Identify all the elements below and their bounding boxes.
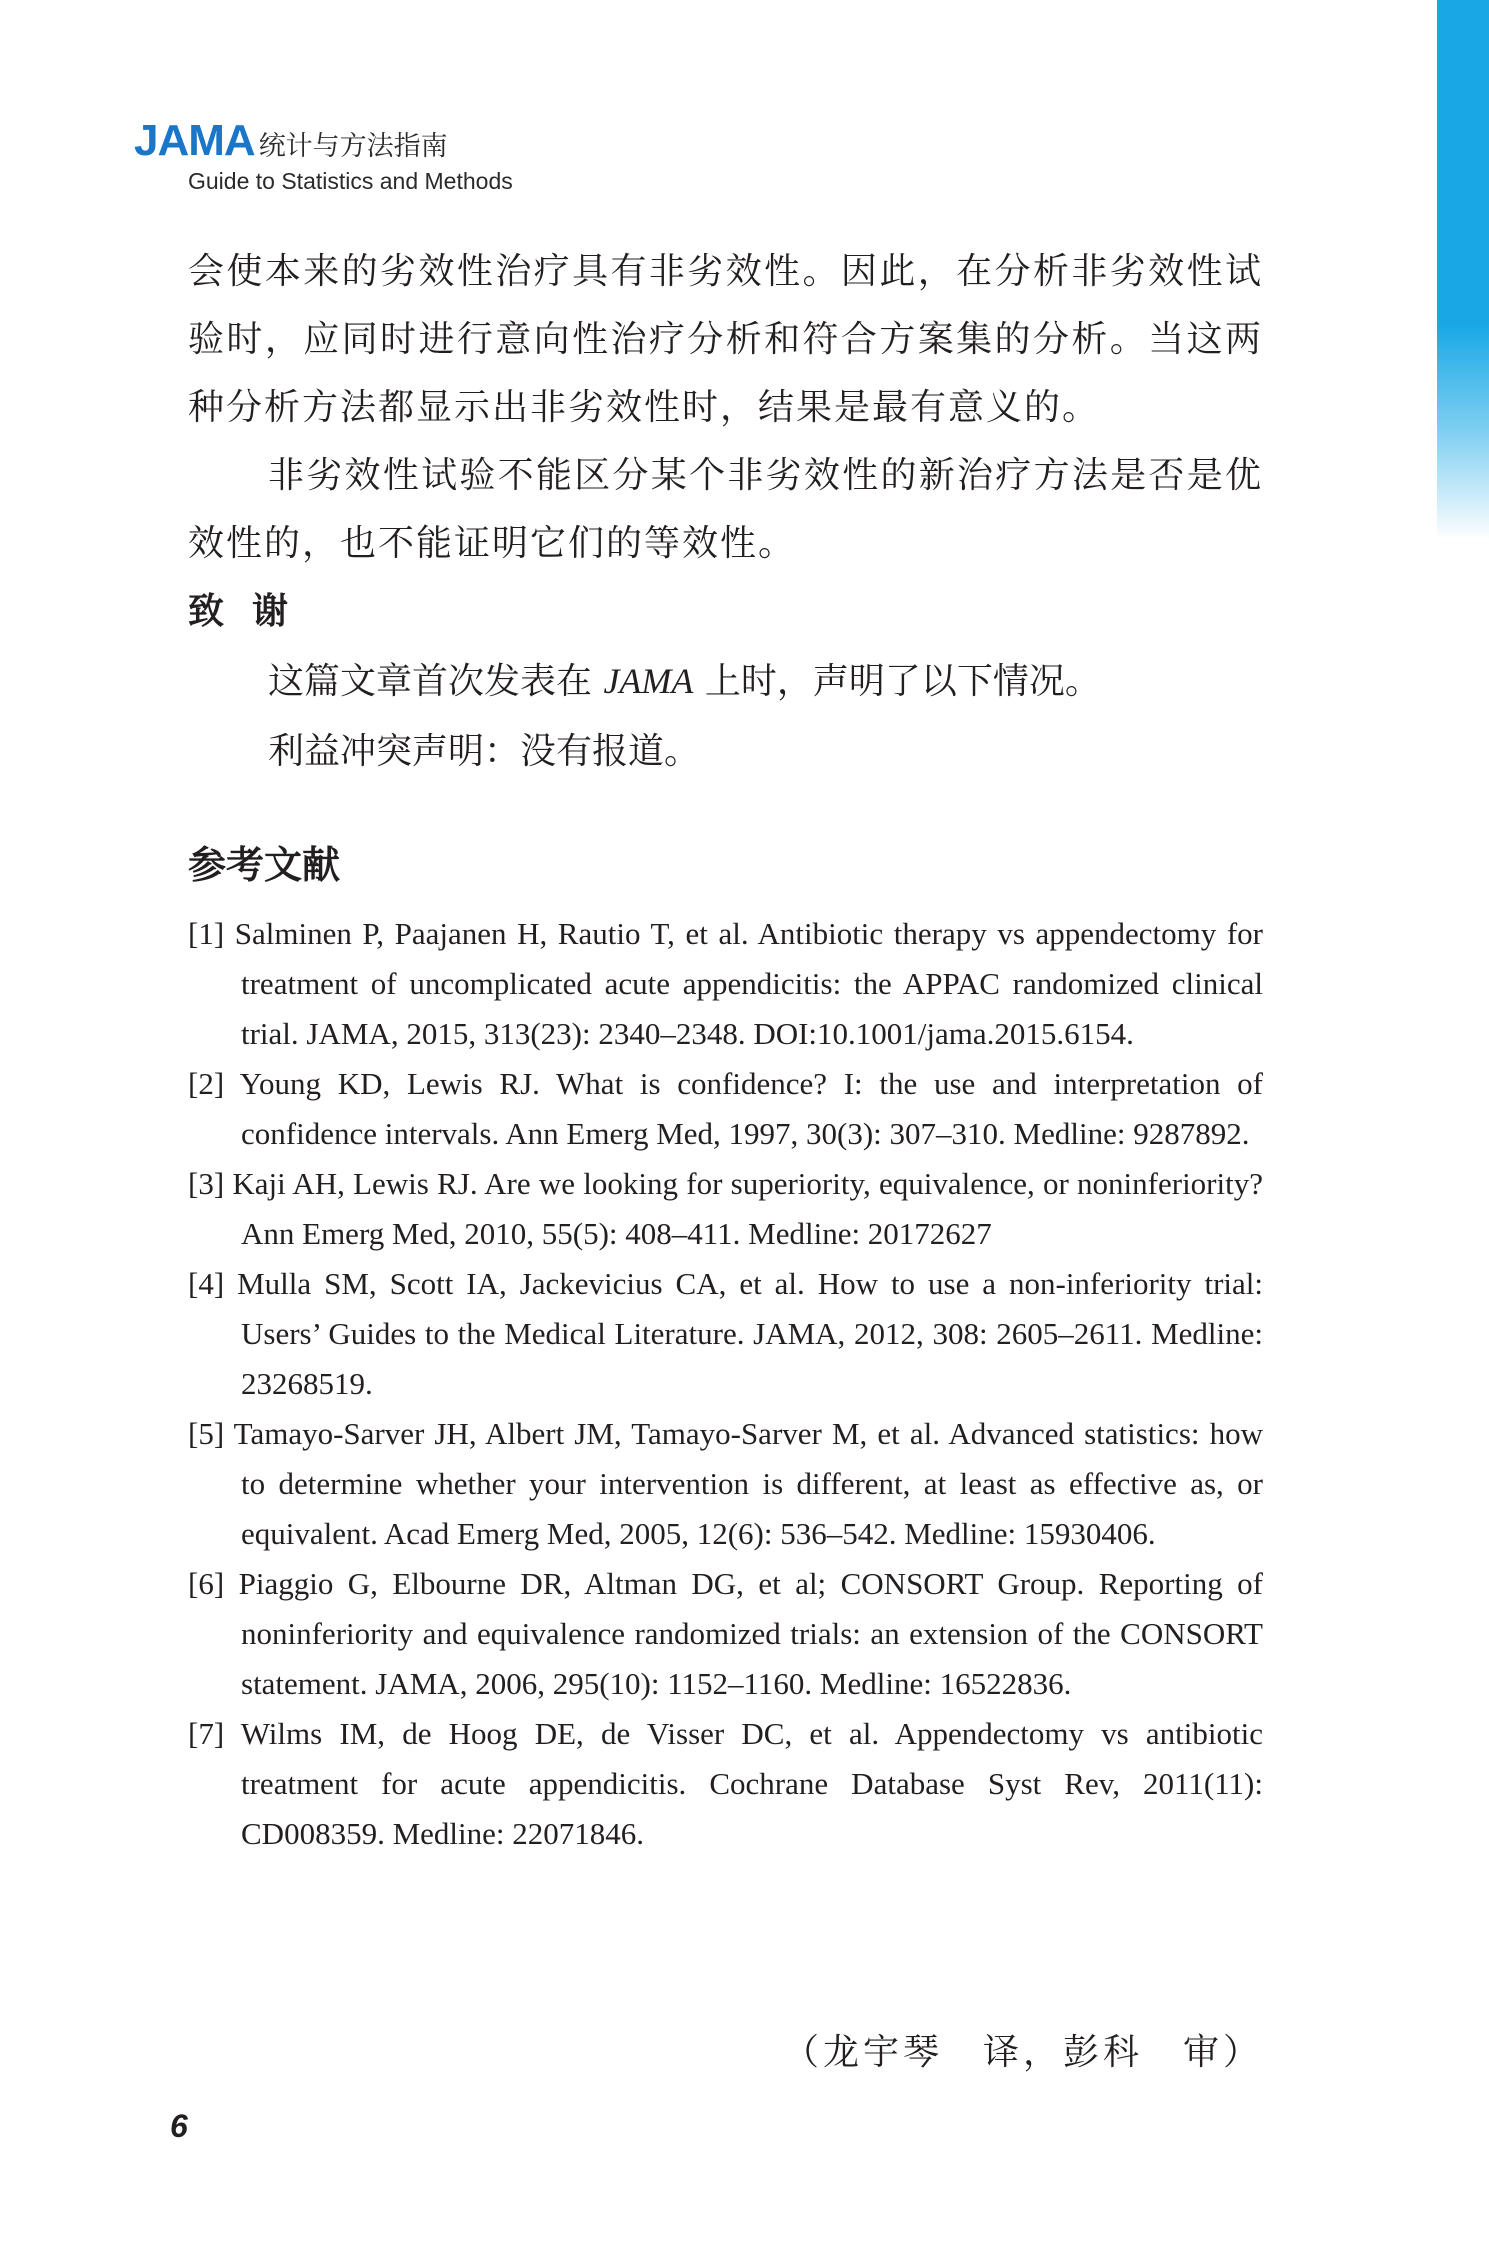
body-paragraph-2: 非劣效性试验不能区分某个非劣效性的新治疗方法是否是优效性的，也不能证明它们的等效性。 [188, 455, 1263, 564]
header-title-en: Guide to Statistics and Methods [188, 168, 513, 194]
references-list [188, 909, 1263, 1859]
ack-journal-name: JAMA [603, 661, 694, 701]
acknowledgement-line-2: 利益冲突声明：没有报道。 [268, 731, 701, 772]
reference-item: [2] Young KD, Lewis RJ. What is confidence? I: the use and interpretation of confidence intervals. Ann Emerg Med, 1997, 30(3): 307–310. Medline: 9287892. [188, 1066, 1263, 1151]
acknowledgement-heading [188, 578, 1263, 646]
reference-item: [3] Kaji AH, Lewis RJ. Are we looking for superiority, equivalence, or noninferiority? Ann Emerg Med, 2010, 55(5): 408–411. Medline: 20172627 [188, 1166, 1263, 1251]
running-header [134, 116, 513, 195]
body-paragraph-1: 会使本来的劣效性治疗具有非劣效性。因此，在分析非劣效性试验时，应同时进行意向性治疗分析和符合方案集的分析。当这两种分析方法都显示出非劣效性时，结果是最有意义的。 [188, 251, 1263, 428]
page-content [188, 238, 1263, 1859]
reference-item: [5] Tamayo-Sarver JH, Albert JM, Tamayo-Sarver M, et al. Advanced statistics: how to determine whether your intervention is different, at least as effective as, or equivalent. Acad Emerg Med, 2005, 12(6): 536–542. Medline: 15930406. [188, 1416, 1263, 1551]
reference-item: [7] Wilms IM, de Hoog DE, de Visser DC, et al. Appendectomy vs antibiotic treatment for acute appendicitis. Cochrane Database Syst Rev, 2011(11): CD008359. Medline: 22071846. [188, 1716, 1263, 1851]
acknowledgement-heading-char-2: 谢 [252, 591, 289, 632]
references-heading: 参考文献 [188, 843, 341, 887]
side-color-bar [1437, 0, 1489, 540]
acknowledgement-line-1 [188, 646, 1263, 717]
header-title-cn: 统计与方法指南 [258, 131, 448, 162]
page-number: 6 [170, 2108, 188, 2144]
reference-item: [1] Salminen P, Paajanen H, Rautio T, et al. Antibiotic therapy vs appendectomy for treatment of uncomplicated acute appendicitis: the APPAC randomized clinical trial. JAMA, 2015, 313(23): 2340–2348. DOI:10.1001/jama.2015.6154. [188, 916, 1263, 1051]
brand-row [134, 116, 513, 164]
ack-line1-post: 上时，声明了以下情况。 [693, 661, 1101, 702]
acknowledgement-heading-char-1: 致 [188, 591, 253, 632]
translation-credit: （龙宇琴 译，彭科 审） [782, 2032, 1263, 2073]
reference-item: [4] Mulla SM, Scott IA, Jackevicius CA, et al. How to use a non-inferiority trial: Users’ Guides to the Medical Literature. JAMA, 2012, 308: 2605–2611. Medline: 23268519. [188, 1266, 1263, 1401]
ack-line1-pre: 这篇文章首次发表在 [268, 661, 604, 702]
reference-item: [6] Piaggio G, Elbourne DR, Altman DG, et al; CONSORT Group. Reporting of noninferiority and equivalence randomized trials: an extension of the CONSORT statement. JAMA, 2006, 295(10): 1152–1160. Medline: 16522836. [188, 1566, 1263, 1701]
jama-logo: JAMA [134, 116, 255, 165]
